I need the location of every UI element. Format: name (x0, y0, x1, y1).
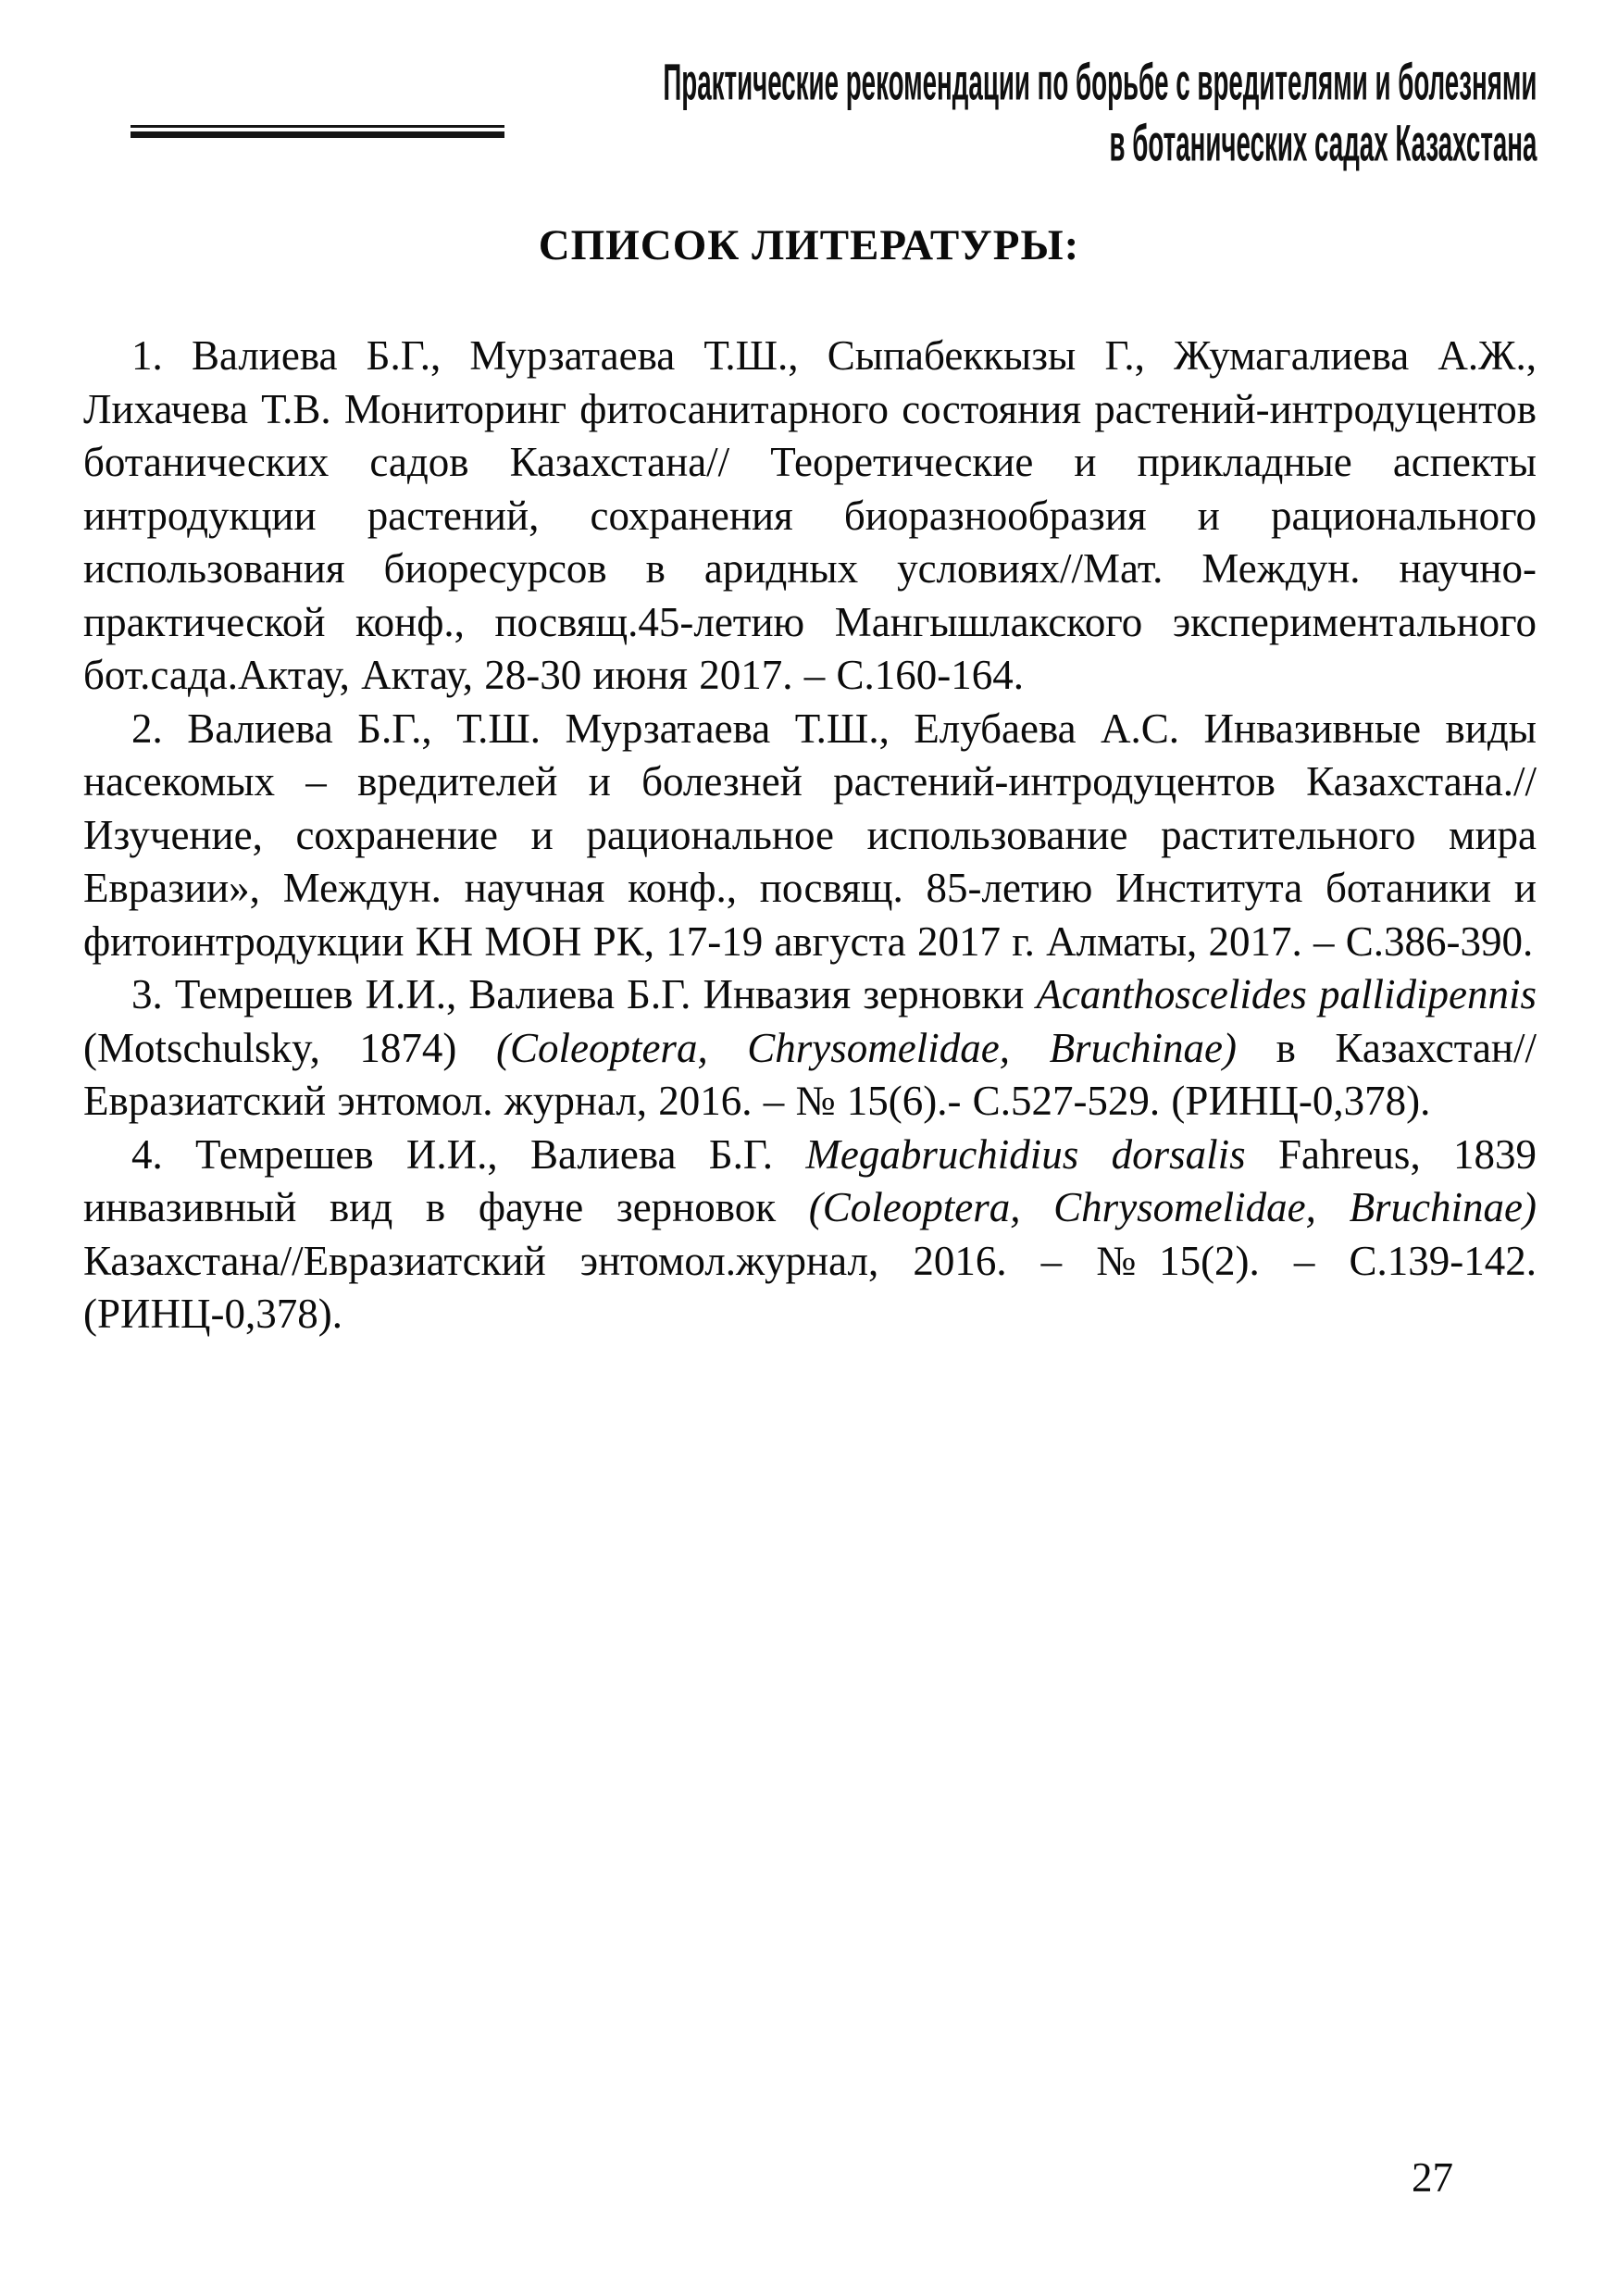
taxon-group-italic: (Coleoptera, Chrysomelidae, Bruchinae) (808, 1184, 1537, 1230)
reference-item-2 (83, 703, 1537, 969)
reference-item-3 (83, 968, 1537, 1129)
reference-text: Fahreus, 1839 инвазивный вид в фауне зерновок (83, 1130, 1537, 1230)
reference-text: (Motschulsky, 1874) (83, 1024, 496, 1071)
reference-text: 3. Темрешев И.И., Валиева Б.Г. Инвазия зерновки (131, 971, 1037, 1017)
reference-item-4 (83, 1129, 1537, 1341)
page-number: 27 (1412, 2154, 1453, 2201)
section-title: СПИСОК ЛИТЕРАТУРЫ: (538, 221, 1080, 269)
rule-thick-line (131, 131, 504, 138)
running-header (663, 52, 1537, 174)
reference-list (83, 330, 1537, 1341)
species-name-italic: Acanthoscelides pallidipennis (1036, 971, 1537, 1017)
page-header (0, 0, 1618, 204)
running-header-line2: в ботанических садах Казахстана (1109, 114, 1537, 172)
taxon-group-italic: (Coleoptera, Chrysomelidae, Bruchinae) (495, 1024, 1237, 1071)
reference-text: Казахстана//Евразиатский энтомол.журнал, 2016. – №15(2). – С.139-142. (РИНЦ-0,378). (83, 1237, 1537, 1337)
reference-text: 4. Темрешев И.И., Валиева Б.Г. (131, 1130, 806, 1178)
header-double-rule (131, 125, 504, 138)
reference-text: в Казахстан//Евразиатский энтомол. журнал, 2016. – № 15(6).- С.527-529. (РИНЦ-0,378). (83, 1024, 1537, 1124)
reference-text: 2. Валиева Б.Г., Т.Ш. Мурзатаева Т.Ш., Елубаева А.С. Инвазивные виды насекомых – вредителей и болезней растений-интродуцентов Казахстана.// Изучение, сохранение и рациональное использование растительного мира Евразии», Междун. научная конф., посвящ. 85-летию Института ботаники и фитоинтродукции КН МОН РК, 17-19 августа 2017 г. Алматы, 2017. – С.386-390. (83, 705, 1537, 965)
reference-item-1 (83, 330, 1537, 703)
reference-text: 1. Валиева Б.Г., Мурзатаева Т.Ш., Сыпабеккызы Г., Жумагалиева А.Ж., Лихачева Т.В. Мониторинг фитосанитарного состояния растений-интродуцентов ботанических садов Казахстана// Теоретические и прикладные аспекты интродукции растений, сохранения биоразнообразия и рационального использования биоресурсов в аридных условиях//Мат. Междун. научно-практической конф., посвящ.45-летию Мангышлакского экспериментального бот.сада.Актау, Актау, 28-30 июня 2017. – С.160-164. (83, 332, 1537, 698)
running-header-line1: Практические рекомендации по борьбе с вредителями и болезнями (662, 53, 1537, 111)
species-name-italic: Megabruchidius dorsalis (805, 1130, 1246, 1178)
